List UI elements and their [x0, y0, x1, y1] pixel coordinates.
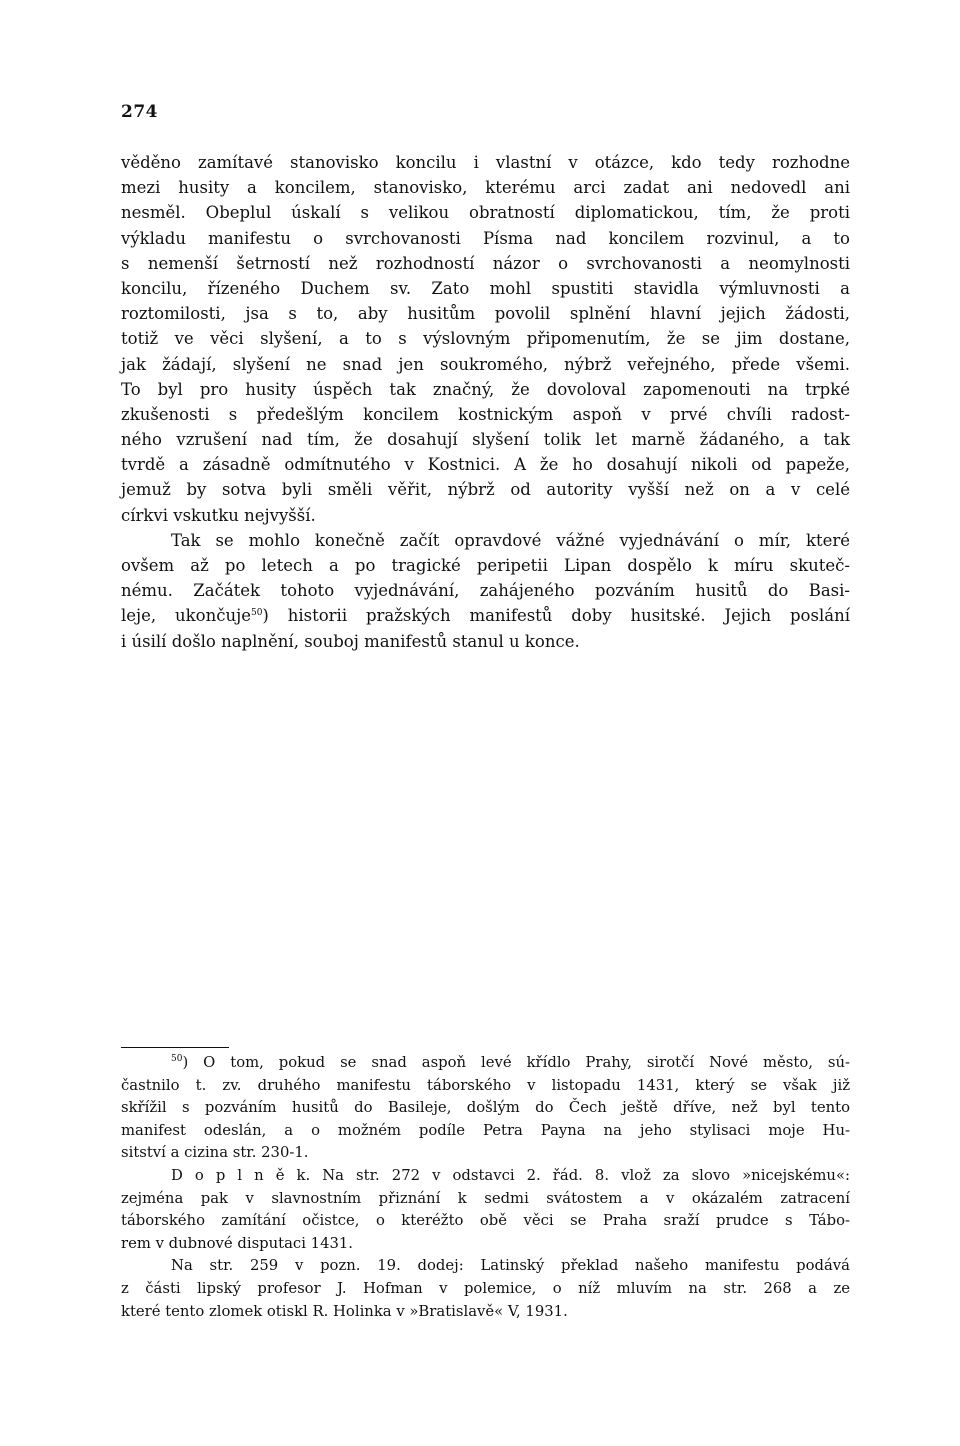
text-line: zkušenosti s předešlým koncilem kostnickým aspoň v prvé chvíli radost-	[121, 404, 850, 424]
addendum-line: které tento zlomek otiskl R. Holinka v »Bratislavě« V, 1931.	[121, 1302, 568, 1320]
footnote-line: skřížil s pozváním husitů do Basileje, došlým do Čech ještě dříve, než byl tento	[121, 1099, 850, 1117]
text-line: jemuž by sotva byli směli věřit, nýbrž od autority vyšší než on a v celé	[121, 480, 850, 500]
text-line: s nemenší šetrností než rozhodností názor o svrchovanosti a neomylnosti	[121, 253, 850, 273]
page-number: 274	[121, 102, 158, 122]
text-line: církvi vskutku nejvyšší.	[121, 505, 316, 525]
paragraph-line: nému. Začátek tohoto vyjednávání, zahájeného pozváním husitů do Basi-	[121, 581, 850, 601]
footnote-reference[interactable]: 50	[250, 608, 263, 619]
text-line: To byl pro husity úspěch tak značný, že dovoloval zapomenouti na trpké	[121, 379, 850, 399]
addendum-line: rem v dubnové disputaci 1431.	[121, 1234, 354, 1252]
paragraph-line: Tak se mohlo konečně začít opravdové vážné vyjednávání o mír, které	[171, 530, 850, 550]
addendum-line: zejména pak v slavnostním přiznání k sedmi svátostem a v okázalém zatracení	[121, 1189, 850, 1207]
addendum-line: z části lipský profesor J. Hofman v polemice, o níž mluvím na str. 268 a ze	[121, 1279, 850, 1297]
paragraph-line	[121, 603, 850, 628]
paragraph-line: ovšem až po letech a po tragické peripetii Lipan dospělo k míru skuteč-	[121, 556, 850, 575]
text-line: nesměl. Obeplul úskalí s velikou obratností diplomatickou, tím, že proti	[121, 203, 850, 223]
text-line: roztomilosti, jsa s to, aby husitům povolil splnění hlavní jejich žádosti,	[121, 304, 850, 324]
text-line: totiž ve věci slyšení, a to s výslovným připomenutím, že se jim dostane,	[121, 329, 850, 349]
main-text	[121, 150, 850, 654]
text-fragment: ) O tom, pokud se snad aspoň levé křídlo Prahy, sirotčí Nové město, sú-	[182, 1054, 850, 1071]
text-line: ného vzrušení nad tím, že dosahují slyšení tolik let marně žádaného, a tak	[121, 430, 850, 450]
footnote-line	[121, 1052, 850, 1075]
text-line: koncilu, řízeného Duchem sv. Zato mohl spustiti stavidla výmluvnosti a	[121, 278, 850, 298]
addendum-line: táborského zamítání očistce, o kteréžto obě věci se Praha sraží prudce s Tábo-	[121, 1212, 850, 1230]
text-line: jak žádají, slyšení ne snad jen soukromého, nýbrž veřejného, přede všemi.	[121, 354, 850, 374]
footnote-marker: 50	[171, 1054, 183, 1064]
text-line: tvrdě a zásadně odmítnutého v Kostnici. A že ho dosahují nikoli od papeže,	[121, 455, 850, 475]
text-line: mezi husity a koncilem, stanovisko, kterému arci zadat ani nedovedl ani	[121, 178, 850, 198]
paragraph-line: i úsilí došlo naplnění, souboj manifestů stanul u konce.	[121, 631, 580, 651]
text-line: výkladu manifestu o svrchovanosti Písma nad koncilem rozvinul, a to	[121, 228, 850, 248]
footnote-divider	[121, 1047, 229, 1048]
addendum-line: D o p l n ě k. Na str. 272 v odstavci 2. řád. 8. vlož za slovo »nicejskému«:	[171, 1166, 850, 1184]
footnote-line: sitství a cizina str. 230-1.	[121, 1144, 309, 1162]
addendum-line: Na str. 259 v pozn. 19. dodej: Latinský překlad našeho manifestu podává	[171, 1257, 850, 1275]
footnote-line: manifest odeslán, a o možném podíle Petra Payna na jeho stylisaci moje Hu-	[121, 1121, 850, 1139]
text-fragment: ) historii pražských manifestů doby husitské. Jejich poslání	[262, 606, 850, 626]
footnotes	[121, 1052, 850, 1323]
text-line: věděno zamítavé stanovisko koncilu i vlastní v otázce, kdo tedy rozhodne	[121, 153, 850, 172]
footnote-line: častnilo t. zv. druhého manifestu táborského v listopadu 1431, který se však již	[121, 1076, 850, 1094]
text-fragment: leje, ukončuje	[121, 606, 251, 626]
